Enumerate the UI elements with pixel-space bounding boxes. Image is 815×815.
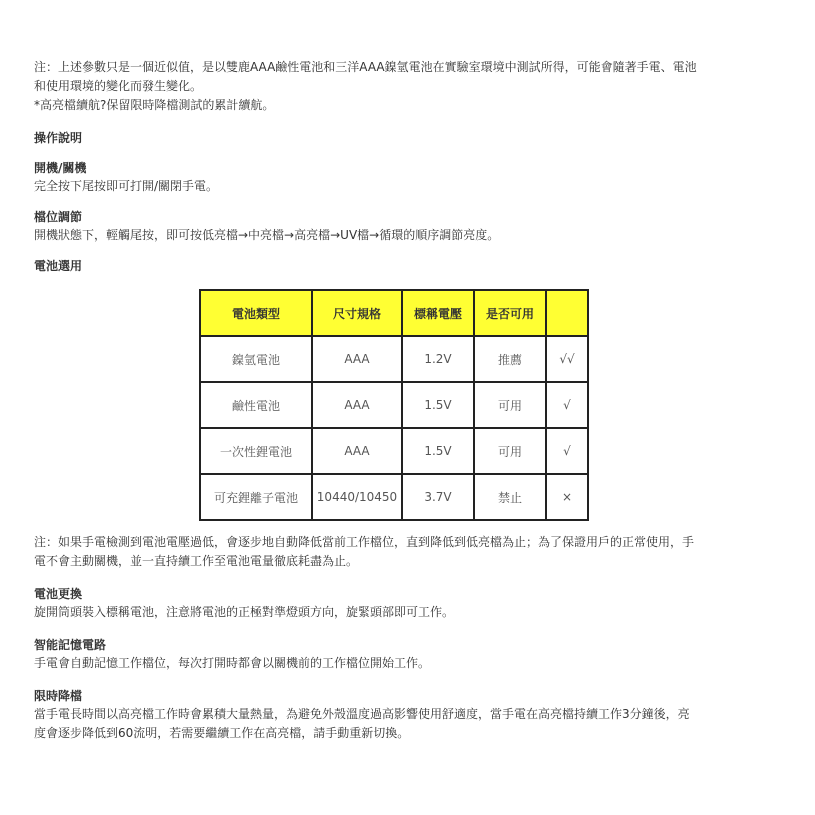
battery-table xyxy=(199,289,589,521)
memory-text: 手電會自動記憶工作檔位，每次打開時都會以關機前的工作檔位開始工作。 xyxy=(34,656,431,670)
memory-heading: 智能記憶電路 xyxy=(34,638,107,652)
cell-mark: × xyxy=(546,474,588,520)
timed-heading: 限時降檔 xyxy=(34,689,83,703)
cell-usable: 禁止 xyxy=(474,474,546,520)
timed-line2: 度會逐步降低到60流明，若需要繼續工作在高亮檔，請手動重新切換。 xyxy=(34,726,410,740)
note-battery-line2: 電不會主動關機，並一直持續工作至電池電量徹底耗盡為止。 xyxy=(34,554,359,568)
replace-heading: 電池更換 xyxy=(34,587,83,601)
cell-mark: √√ xyxy=(546,336,588,382)
note-top-line3: *高亮檔續航?保留限時降檔測試的累計續航。 xyxy=(34,98,275,112)
cell-usable: 可用 xyxy=(474,428,546,474)
header-size: 尺寸規格 xyxy=(312,290,402,336)
cell-type: 鎳氫電池 xyxy=(200,336,312,382)
power-heading: 開機/關機 xyxy=(34,161,87,175)
cell-size: AAA xyxy=(312,382,402,428)
cell-voltage: 1.2V xyxy=(402,336,474,382)
table-header-row xyxy=(200,290,588,336)
table-row xyxy=(200,428,588,474)
timed-line1: 當手電長時間以高亮檔工作時會累積大量熱量，為避免外殼溫度過高影響使用舒適度，當手電在高亮檔持續工作3分鐘後，亮 xyxy=(34,707,690,721)
replace-text: 旋開筒頭裝入標稱電池，注意將電池的正極對準燈頭方向，旋緊頭部即可工作。 xyxy=(34,605,455,619)
cell-mark: √ xyxy=(546,382,588,428)
power-text: 完全按下尾按即可打開/關閉手電。 xyxy=(34,179,219,193)
battery-heading: 電池選用 xyxy=(34,259,83,273)
cell-voltage: 1.5V xyxy=(402,382,474,428)
cell-type: 鹼性電池 xyxy=(200,382,312,428)
mode-text: 開機狀態下，輕觸尾按，即可按低亮檔→中亮檔→高亮檔→UV檔→循環的順序調節亮度。 xyxy=(34,228,500,242)
note-battery-line1: 注：如果手電檢測到電池電壓過低，會逐步地自動降低當前工作檔位，直到降低到低亮檔為止；為了保證用戶的正常使用，手 xyxy=(34,535,695,549)
cell-usable: 推薦 xyxy=(474,336,546,382)
table-row xyxy=(200,336,588,382)
header-voltage: 標稱電壓 xyxy=(402,290,474,336)
table-row xyxy=(200,382,588,428)
table-row xyxy=(200,474,588,520)
cell-size: AAA xyxy=(312,336,402,382)
cell-usable: 可用 xyxy=(474,382,546,428)
cell-size: AAA xyxy=(312,428,402,474)
cell-type: 可充鋰離子電池 xyxy=(200,474,312,520)
note-top-line1: 注：上述參數只是一個近似值，是以雙鹿AAA鹼性電池和三洋AAA鎳氫電池在實驗室環境中測試所得，可能會隨著手電、電池 xyxy=(34,60,697,74)
cell-voltage: 1.5V xyxy=(402,428,474,474)
header-mark xyxy=(546,290,588,336)
cell-voltage: 3.7V xyxy=(402,474,474,520)
mode-heading: 檔位調節 xyxy=(34,210,83,224)
cell-size: 10440/10450 xyxy=(312,474,402,520)
cell-mark: √ xyxy=(546,428,588,474)
document-body xyxy=(34,58,754,743)
operation-heading: 操作說明 xyxy=(34,131,83,145)
cell-type: 一次性鋰電池 xyxy=(200,428,312,474)
note-top-line2: 和使用環境的變化而發生變化。 xyxy=(34,79,203,93)
header-type: 電池類型 xyxy=(200,290,312,336)
header-usable: 是否可用 xyxy=(474,290,546,336)
